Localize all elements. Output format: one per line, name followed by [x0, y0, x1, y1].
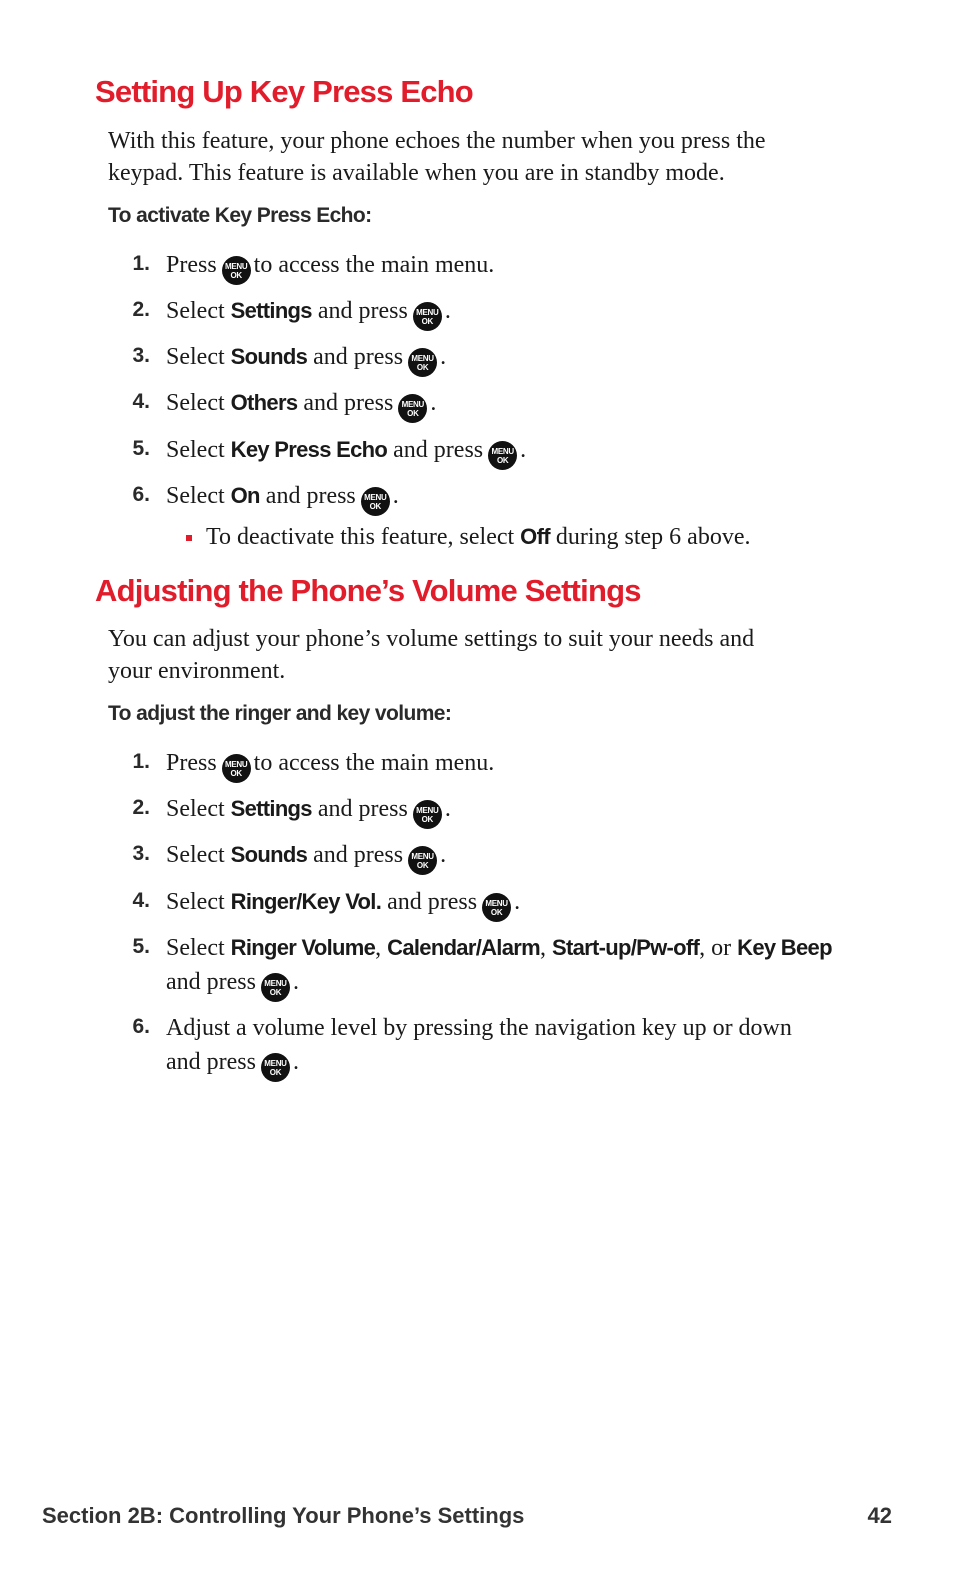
step-number: 4. — [132, 390, 150, 413]
step-text: Press MENU OK to access the main menu. — [166, 248, 866, 285]
menu-item-name: Sounds — [230, 842, 308, 867]
menu-ok-key-icon: MENU OK — [398, 394, 427, 423]
step-number: 6. — [132, 1015, 150, 1038]
menu-item-name: Others — [230, 390, 298, 415]
step-number: 1. — [132, 750, 150, 773]
intro-paragraph — [108, 125, 888, 189]
step-number: 5. — [132, 935, 150, 958]
menu-item-name: Settings — [230, 796, 312, 821]
footer-page-number: 42 — [867, 1503, 892, 1528]
section-heading-volume-settings: Adjusting the Phone’s Volume Settings — [95, 573, 641, 608]
intro-line: You can adjust your phone’s volume settings to suit your needs and — [108, 626, 755, 652]
step-text: Select Sounds and press MENU OK . — [166, 838, 866, 875]
section-heading-key-press-echo: Setting Up Key Press Echo — [95, 74, 473, 109]
menu-ok-key-icon: MENU OK — [361, 487, 390, 516]
menu-ok-key-icon: MENU OK — [408, 348, 437, 377]
menu-ok-key-icon: MENU OK — [488, 441, 517, 470]
menu-item-name: Settings — [230, 298, 312, 323]
intro-line: keypad. This feature is available when you are in standby mode. — [108, 160, 725, 186]
menu-item-name: Calendar/Alarm — [387, 935, 540, 960]
step-text: Select Settings and press MENU OK . — [166, 294, 866, 331]
step-number: 3. — [132, 344, 150, 367]
step-number: 1. — [132, 252, 150, 275]
menu-ok-key-icon: MENU OK — [413, 302, 442, 331]
step-number: 5. — [132, 437, 150, 460]
step-number: 3. — [132, 842, 150, 865]
menu-ok-key-icon: MENU OK — [408, 846, 437, 875]
menu-item-name: Ringer/Key Vol. — [230, 889, 382, 914]
step-text: Select Key Press Echo and press MENU OK . — [166, 433, 866, 470]
instruction-lead: To adjust the ringer and key volume: — [108, 702, 452, 725]
menu-item-name: Ringer Volume — [230, 935, 376, 960]
step-text: Select Sounds and press MENU OK . — [166, 340, 866, 377]
note-text: To deactivate this feature, select Off during step 6 above. — [206, 524, 751, 550]
menu-ok-key-icon: MENU OK — [261, 973, 290, 1002]
menu-item-name: Key Press Echo — [230, 437, 388, 462]
step-text: Select Ringer Volume, Calendar/Alarm, Start-up/Pw-off, or Key Beep and press MENU OK . — [166, 931, 866, 1002]
menu-ok-key-icon: MENU OK — [222, 256, 251, 285]
intro-line: your environment. — [108, 658, 286, 684]
menu-item-name: On — [230, 483, 260, 508]
menu-ok-key-icon: MENU OK — [222, 754, 251, 783]
step-text: Select Others and press MENU OK . — [166, 386, 866, 423]
menu-ok-key-icon: MENU OK — [261, 1053, 290, 1082]
step-number: 4. — [132, 889, 150, 912]
intro-paragraph — [108, 623, 888, 687]
step-text: Select On and press MENU OK . — [166, 479, 866, 516]
step-text: Select Ringer/Key Vol. and press MENU OK . — [166, 885, 866, 922]
menu-ok-key-icon: MENU OK — [413, 800, 442, 829]
footer-section-title: Section 2B: Controlling Your Phone’s Settings — [42, 1503, 525, 1528]
step-text: Adjust a volume level by pressing the navigation key up or down and press MENU OK . — [166, 1011, 866, 1082]
menu-item-name: Off — [520, 524, 550, 549]
bullet-square-icon — [186, 535, 192, 541]
menu-item-name: Sounds — [230, 344, 308, 369]
step-text: Press MENU OK to access the main menu. — [166, 746, 866, 783]
instruction-lead: To activate Key Press Echo: — [108, 204, 372, 227]
menu-ok-key-icon: MENU OK — [482, 893, 511, 922]
step-number: 2. — [132, 298, 150, 321]
step-number: 2. — [132, 796, 150, 819]
menu-item-name: Start-up/Pw-off — [551, 935, 700, 960]
step-number: 6. — [132, 483, 150, 506]
step-text: Select Settings and press MENU OK . — [166, 792, 866, 829]
intro-line: With this feature, your phone echoes the number when you press the — [108, 128, 766, 154]
menu-item-name: Key Beep — [737, 935, 832, 960]
